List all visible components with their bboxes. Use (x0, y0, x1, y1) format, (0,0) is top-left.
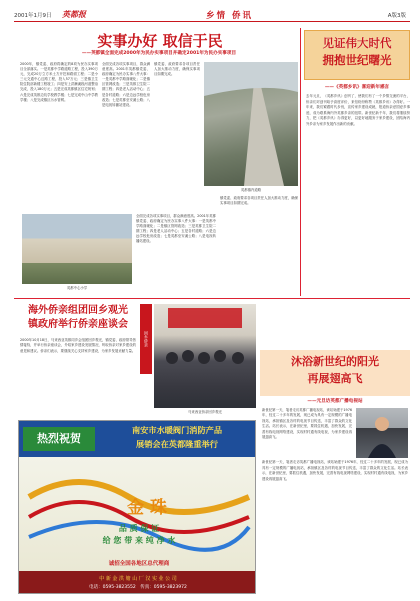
article1-title: 实事办好 取信于民 (97, 32, 223, 50)
page-number: A版3版 (387, 13, 406, 19)
article1-body-col1: 2000年，镇党委、政府将确定的8项为民办实事项目全部落实。一是英都中学路道路工程，投入390万元，完成20万立方米土方开挖和路面工程；二是小三元交通中心边路工程，投入57万元；三是镇卫生院住院部新楼工程竣工；四是安上洪濑溪段河道整治完成，投入180万元；五是完成英都镇区住宅规划；六是完成英都边坑学校教学楼；七是完成中山中学教学楼；八是完成镇区污水管网。 (20, 62, 98, 102)
photo-strip-caption: 回乡侨亲 (140, 304, 152, 374)
masthead-logo: 英都报 (62, 9, 86, 19)
article3-title (18, 304, 138, 332)
article4-body: 新世纪第一天，笔者走访英都广播电视站，该站始建于1976年，经过二十多年的发展，现已成为具有一定规模的广播电视站，承担镇区及各村的电视节目传送，丰富了群众的文化生活。站长表示，在新世纪里，要抓住机遇，加快发展，完善有线电视网络建设，实现村村通有线电视，为家乡建设再展翅高飞。 (262, 408, 352, 440)
ad-footer (19, 571, 256, 594)
group-photo-graphic (154, 304, 256, 408)
article1-body-col3: 镇党委、政府要求各项目责任人加大推动力度，确保实事项目如期完成。 (154, 62, 200, 77)
article2-title-line2: 拥抱世纪曙光 (322, 53, 392, 67)
section-divider (14, 298, 410, 299)
issue-date: 2001年1月9日 (14, 13, 52, 19)
article1-body-col5: 镇党委、政府要求各项目责任人加大推动力度，确保实事项目如期完成。 (220, 196, 298, 206)
ad-slogan-line1: 品 质 保 证 (118, 524, 160, 533)
article1-subtitle: ——英都镇全面完成2000年为民办实事项目并确定2001年为民办实事项目 (81, 51, 237, 56)
article4-title-line2: 再展翅高飞 (307, 372, 363, 385)
article4-body-cont: 新世纪第一天，笔者走访英都广播电视站，该站始建于1976年，经过二十多年的发展，现已成为具有一定规模的广播电视站，承担镇区及各村的电视节目传送，丰富了群众的文化生活。站长表示，在新世纪里，要抓住机遇，加快发展，完善有线电视网络建设，实现村村通有线电视，为家乡建设再展翅高飞。 (262, 460, 408, 481)
advertisement (18, 420, 256, 594)
station-photo (356, 408, 408, 458)
road-photo-caption: 英都镇内道路 (240, 188, 262, 192)
page-header (14, 8, 410, 22)
school-photo (22, 214, 132, 284)
article3-body: 2000年10月18日，马来西亚英都同乡会组团回乡观光，镇党委、政府领导热情接待，并举行侨亲座谈会，介绍家乡建设发展情况，听取侨亲对家乡建设的意见和建议。侨亲们表示，要继续关心支持家乡建设，为家乡发展贡献力量。 (20, 338, 136, 353)
road-photo (204, 62, 298, 186)
article3-title-line1: 海外侨亲组团回乡观光 (28, 305, 128, 316)
article2-title-line1: 见证伟大时代 (322, 36, 392, 50)
person-graphic (356, 408, 408, 458)
article2-body: 去年元旦，《英都乡讯》创刊了，使我们有了一个乡情交流的平台，侨亲们对创刊给予高度评价，来信纷纷称赞《英都乡讯》办得好。一年来，我们紧跟时代步伐，宣传家乡建设成就，报道侨亲爱国爱乡事迹，成为联系海内外英都乡亲的纽带。新世纪新千年，我们将继续努力，把《英都乡讯》办得更好，以更好地服务于家乡建设，团结海内外乡亲为家乡发展作出新的贡献。 (306, 94, 410, 126)
ad-headline-line2: 展销会在英都隆重举行 (136, 439, 218, 449)
section-name: 乡情 侨讯 (206, 11, 253, 21)
ad-banner: 热烈祝贺 (23, 427, 95, 451)
ad-brand: 金 珠 (127, 498, 167, 518)
ad-headline-line1: 南安市水暖阀门消防产品 (131, 425, 223, 435)
ad-slogan-line2: 给 您 带 来 纯 净 水 (102, 536, 176, 545)
article4-title-box (260, 350, 410, 396)
overseas-photo-caption: 马来西亚侨亲回乡观光 (188, 410, 222, 414)
article2-subtitle: ——《英都乡讯》喜迎新年感言 (324, 85, 390, 90)
ad-contact: 诚招全国各地区总代理商 (108, 561, 170, 567)
article1-body-col4: 全面完成各项实事项目，群众满意度高。2001年英都镇党委、政府确定为民办实事八件大事：一是英都中学路面硬化；二是镇区管网改造；三是英都卫生院二期工程；四是老人活动中心；五是各村道路；六是边远学校危房改造；七是英都至安溪公路；八是电视转播站建设。 (136, 214, 216, 244)
school-photo-caption: 英都中心小学 (66, 286, 88, 290)
road-graphic (204, 62, 298, 186)
ad-phone: 电话：0595-3823552 传真：0595-3823972 (89, 585, 187, 590)
article2-title-box (304, 30, 410, 80)
article4-subtitle: ——元旦访英都广播电视站 (307, 399, 363, 404)
column-divider (300, 28, 301, 296)
article4-title-line1: 沐浴新世纪的阳光 (291, 355, 379, 368)
overseas-visit-photo (154, 304, 256, 408)
ad-company: 中 新 金 洪 塘 山 厂 汉 实 业 公 司 (99, 576, 177, 582)
article1-body-col2: 全面完成各项实事项目，群众满意度高。2001年英都镇党委、政府确定为民办实事八件大事：一是英都中学路面硬化；二是镇区管网改造；三是英都卫生院二期工程；四是老人活动中心；五是各村道路；六是边远学校危房改造；七是英都至安溪公路；八是电视转播站建设。 (102, 62, 150, 107)
article3-title-line2: 镇政府举行侨亲座谈会 (28, 319, 128, 330)
